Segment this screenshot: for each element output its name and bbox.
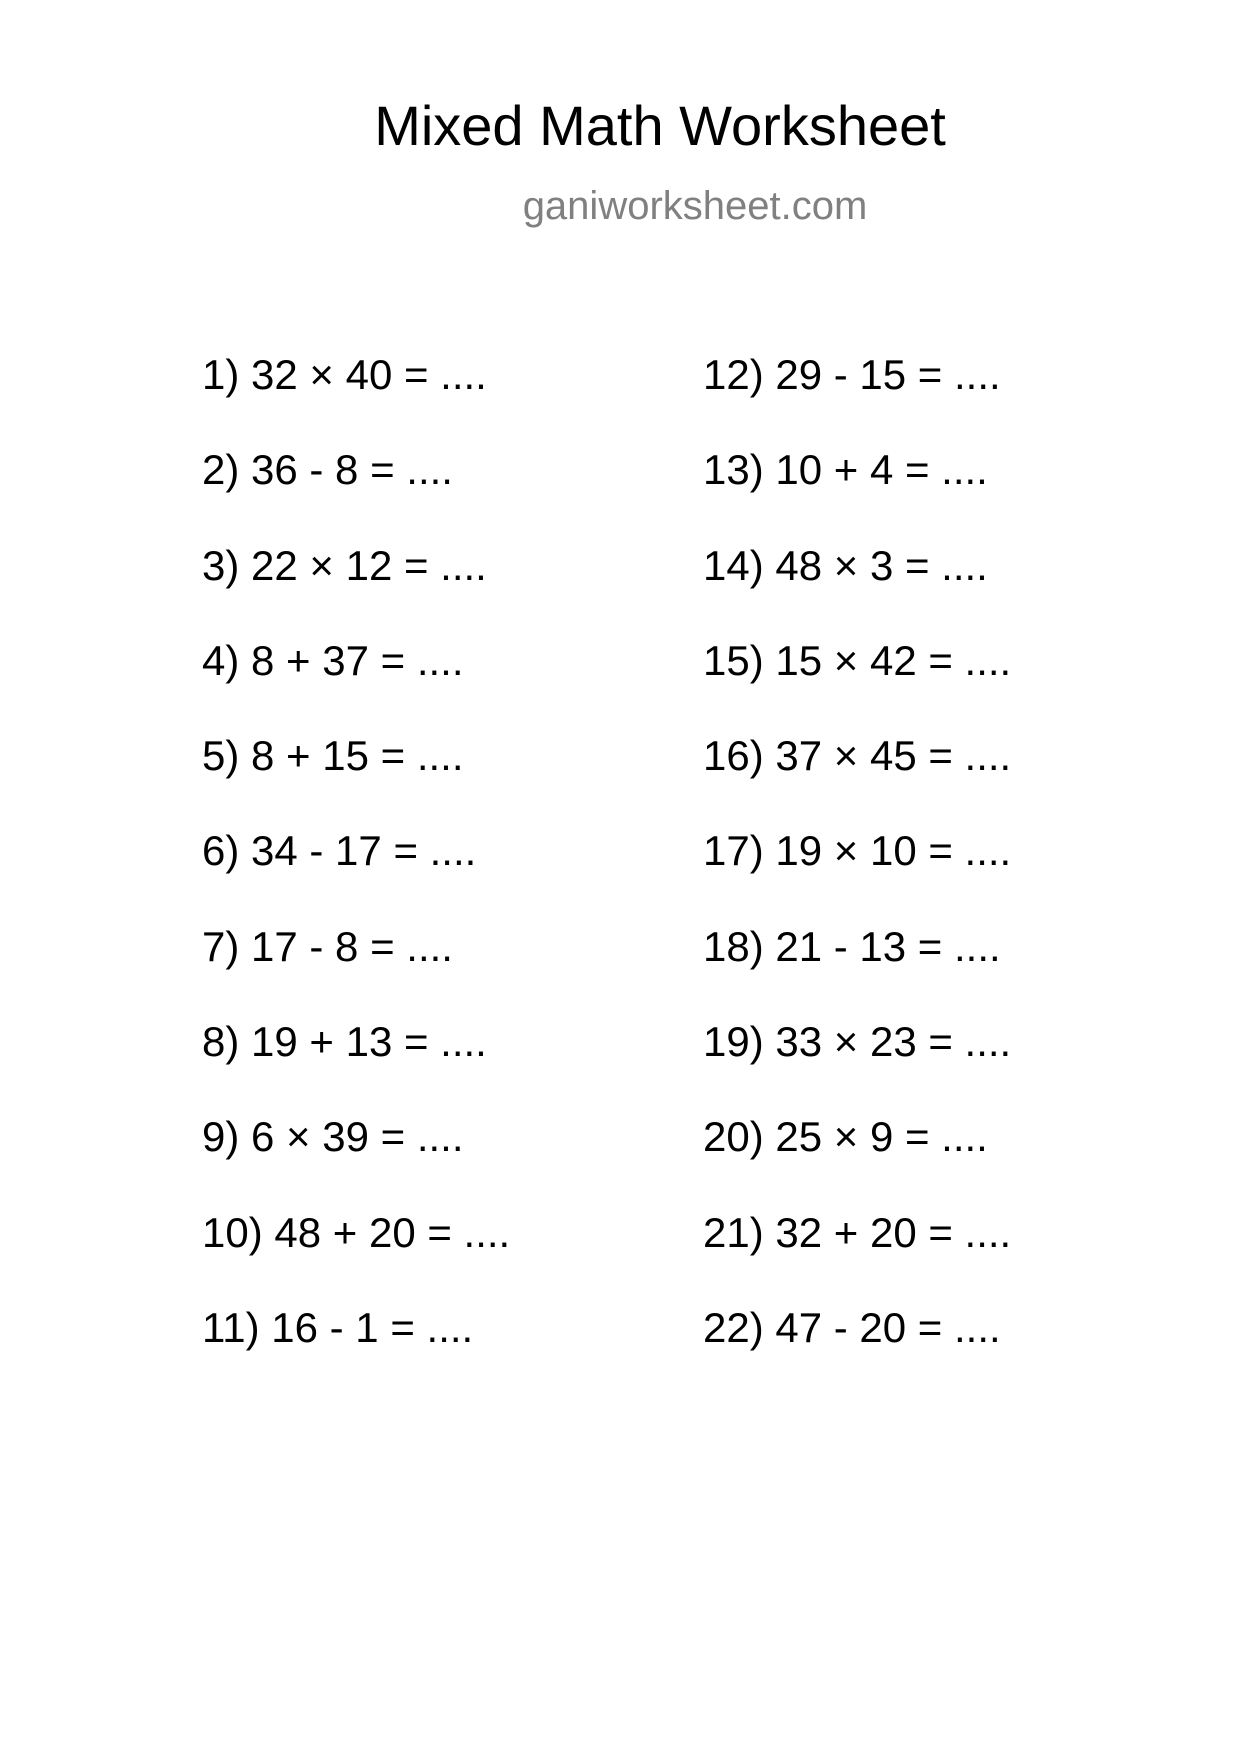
problems-right-column: [703, 351, 1012, 1402]
problem-2: 2) 36 - 8 = ....: [202, 446, 453, 494]
problem-12: 12) 29 - 15 = ....: [703, 351, 1001, 398]
problem-10: 10) 48 + 20 = ....: [202, 1208, 511, 1256]
problem-17: 17) 19 × 10 = ....: [703, 827, 1012, 875]
problem-11: 11) 16 - 1 = ....: [202, 1303, 474, 1351]
problem-14: 14) 48 × 3 = ....: [703, 541, 988, 589]
problem-5: 5) 8 + 15 = ....: [202, 732, 464, 780]
problem-22: 22) 47 - 20 = ....: [703, 1303, 1001, 1351]
problem-7: 7) 17 - 8 = ....: [202, 922, 453, 970]
problem-20: 20) 25 × 9 = ....: [703, 1113, 988, 1161]
problem-13: 13) 10 + 4 = ....: [703, 446, 988, 494]
problem-21: 21) 32 + 20 = ....: [703, 1208, 1012, 1256]
problem-9: 9) 6 × 39 = ....: [202, 1113, 464, 1161]
worksheet-title: Mixed Math Worksheet: [374, 94, 946, 157]
problem-19: 19) 33 × 23 = ....: [703, 1018, 1012, 1066]
problem-18: 18) 21 - 13 = ....: [703, 922, 1001, 970]
problems-left-column: [202, 351, 511, 1402]
problem-16: 16) 37 × 45 = ....: [703, 732, 1012, 780]
problem-1: 1) 32 × 40 = ....: [202, 351, 487, 398]
problem-3: 3) 22 × 12 = ....: [202, 541, 487, 589]
problem-4: 4) 8 + 37 = ....: [202, 636, 464, 684]
problem-15: 15) 15 × 42 = ....: [703, 636, 1012, 684]
problem-8: 8) 19 + 13 = ....: [202, 1018, 487, 1066]
source-website: ganiworksheet.com: [522, 184, 868, 228]
problem-6: 6) 34 - 17 = ....: [202, 827, 477, 875]
